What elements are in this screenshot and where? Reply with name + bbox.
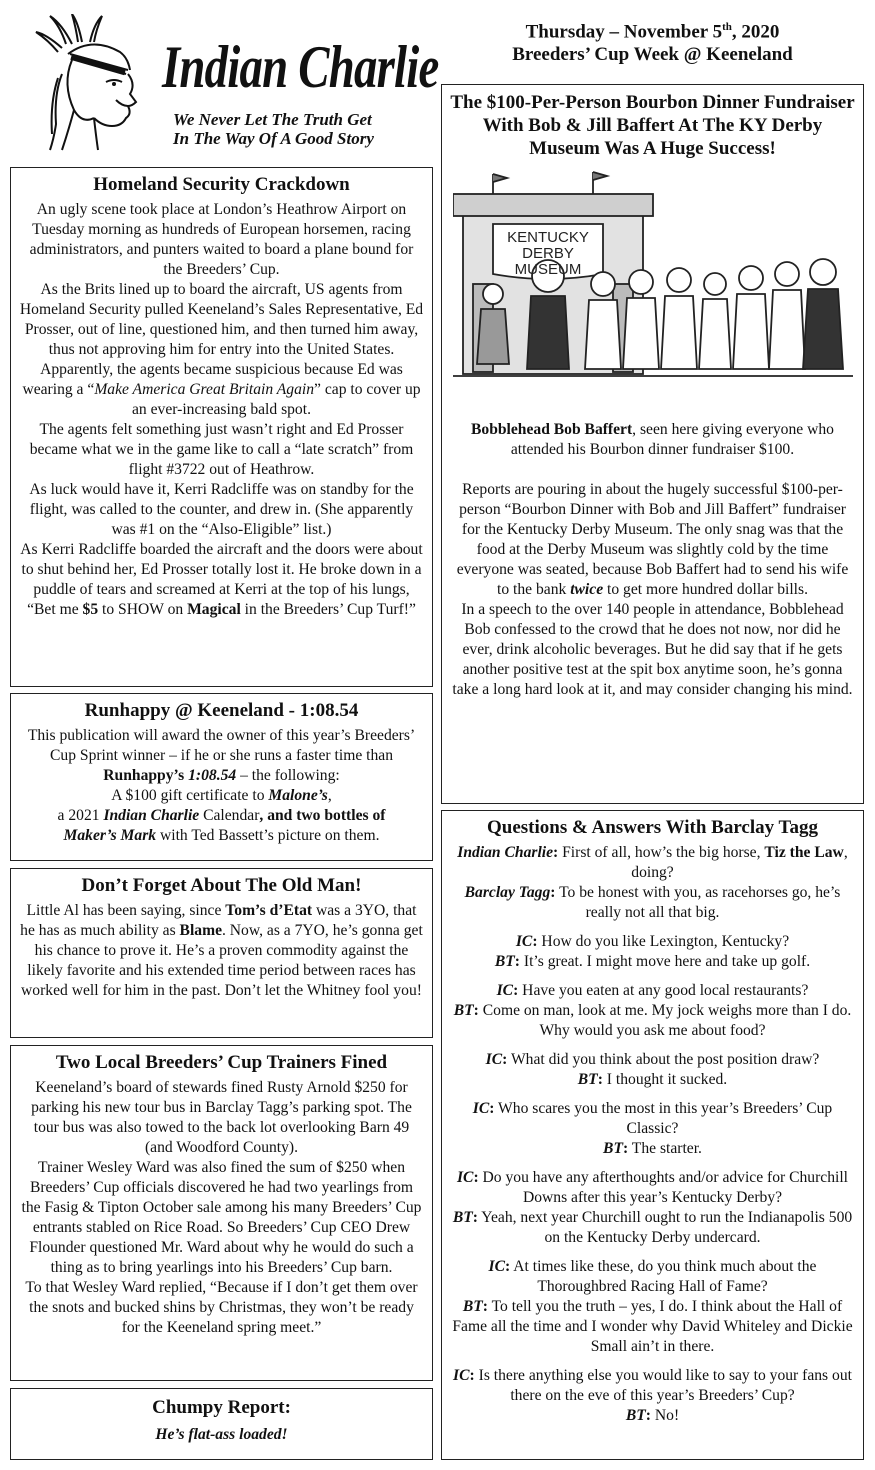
text: , (327, 787, 332, 804)
speaker-bt: BT (452, 1209, 473, 1226)
paragraph: An ugly scene took place at London’s Heathrow Airport on Tuesday morning as hundreds of European horsemen, racing administrators, and punters waited to board a plane bound for the Breeders’ Cup. (29, 201, 414, 278)
photo-caption (450, 420, 855, 460)
article-body (450, 843, 855, 1426)
spacer (450, 460, 855, 480)
paragraph: In a speech to the over 140 people in attendance, Bobblehead Bob confessed to the crowd that he does not now, nor did he ever, drink alcoholic beverages. But he did say that if he gets another positive test at the spit box anytime soon, he’s gonna take a long hard look at it, and may consider changing his mind. (452, 601, 853, 698)
qa-barclay-tagg-article (441, 810, 864, 1460)
colon: : (473, 1002, 479, 1019)
paragraph (19, 901, 424, 1001)
speaker-ic: IC (515, 933, 533, 950)
paragraph (19, 786, 424, 806)
masthead (10, 0, 439, 160)
answer: To be honest with you, as racehorses go, he’s really not all that big. (555, 884, 841, 921)
answer: Come on man, look at me. My jock weighs more than I do. Why would you ask me about food? (478, 1002, 852, 1039)
text-bold: , and two bottles of (259, 807, 386, 824)
speaker-bt: BT (603, 1140, 623, 1157)
colon: : (473, 1169, 479, 1186)
article-title: The $100-Per-Person Bourbon Dinner Fundraiser With Bob & Jill Baffert At The KY Derby Museum Was A Huge Success! (450, 92, 855, 159)
article-title: Runhappy @ Keeneland - 1:08.54 (84, 700, 359, 721)
article-title: Homeland Security Crackdown (93, 174, 350, 195)
text-bold: $5 (82, 601, 99, 618)
indian-head-logo-icon (32, 14, 152, 154)
answer: The starter. (628, 1140, 702, 1157)
text: , 2020 (731, 21, 780, 43)
speaker-bt: Barclay Tagg (464, 884, 551, 901)
qa-pair (450, 1099, 855, 1159)
question: How do you like Lexington, Kentucky? (537, 933, 790, 950)
paragraph: Trainer Wesley Ward was also fined the sum of $250 when Breeders’ Cup officials discovered he had two yearlings from the Fasig & Tipton October sale among his many Breeders’ Cup entrants stabled on Rice Road. So Breeders’ Cup CEO Drew Flounder questioned Mr. Ward about why he would do such a thing as to bring yearlings into his Breeders’ Cup barn. (21, 1159, 422, 1276)
paragraph (19, 360, 424, 420)
colon: : (502, 1051, 508, 1068)
colon: : (482, 1298, 488, 1315)
text-bold: Blame (179, 922, 222, 939)
answer: No! (650, 1407, 680, 1424)
masthead-title: Indian Charlie (162, 34, 439, 100)
colon: : (489, 1100, 495, 1117)
bourbon-dinner-article (441, 84, 864, 804)
text-italic: Make America Great Britain Again (94, 381, 315, 398)
runhappy-article (10, 693, 433, 861)
qa-pair (450, 932, 855, 972)
speaker-bt: BT (453, 1002, 474, 1019)
colon: : (469, 1367, 475, 1384)
speaker-ic: IC (485, 1051, 503, 1068)
question: Is there anything else you would like to say to your fans out there on the eve of this year’s Breeders’ Cup? (474, 1367, 852, 1404)
qa-pair (450, 1050, 855, 1090)
text-bold-italic: Malone’s (268, 787, 328, 804)
paragraph: The agents felt something just wasn’t right and Ed Prosser became what we in the game like to call a “late scratch” from flight #3722 out of Heathrow. (29, 421, 414, 478)
paragraph: Keeneland’s board of stewards fined Rusty Arnold $250 for parking his new tour bus in Barclay Tagg’s parking spot. The tour bus was also towed to the back lot overlooking Barn 49 (and Woodford County). (31, 1079, 412, 1156)
colon: : (514, 953, 520, 970)
text: As Kerri Radcliffe boarded the aircraft and the doors were about to shut behind her, Ed Prosser totally lost it. He broke down in a puddle of tears and screamed at Kerri at the top of his lungs, “Bet me (20, 541, 423, 618)
date (441, 16, 864, 43)
text: Apparently, the agents became suspicious because Ed was wearing a “ (22, 361, 403, 398)
question: Do you have any afterthoughts and/or advice for Churchill Downs after this year’s Kentucky Derby? (478, 1169, 849, 1206)
dateline (441, 16, 864, 66)
article-body (19, 1078, 424, 1338)
date-suffix: th (722, 21, 732, 33)
colon: : (513, 982, 519, 999)
qa-pair (450, 1366, 855, 1426)
article-title: Questions & Answers With Barclay Tagg (487, 817, 818, 838)
text: was a 3YO, that he has as much ability as (20, 902, 417, 939)
article-body (450, 420, 855, 700)
text: in the Breeders’ Cup Turf!” (240, 601, 416, 618)
speaker-ic: IC (472, 1100, 490, 1117)
paragraph: As the Brits lined up to board the aircraft, US agents from Homeland Security pulled Keeneland’s Sales Representative, Ed Prosser, out of line, questioned him, and then turned him away, thus not approving him for entry into the United States. (19, 281, 424, 358)
speaker-ic: IC (453, 1367, 470, 1384)
colon: : (550, 884, 556, 901)
question: Who scares you the most in this year’s Breeders’ Cup Classic? (494, 1100, 833, 1137)
text: He’s flat-ass loaded! (155, 1426, 288, 1443)
answer: It’s great. I might move here and take up golf. (520, 953, 811, 970)
text-bold-italic: twice (570, 581, 604, 598)
text: to SHOW on (98, 601, 188, 618)
text: A $100 gift certificate to (111, 787, 269, 804)
speaker-bt: BT (494, 953, 515, 970)
chumpy-text (19, 1425, 424, 1445)
text: , seen here giving everyone who attended his Bourbon dinner fundraiser $100. (510, 421, 834, 458)
qa-pair (450, 843, 855, 923)
article-body (19, 726, 424, 846)
derby-museum-cartoon-icon (453, 164, 853, 414)
text-bold: Magical (187, 601, 241, 618)
text-bold-italic: Indian Charlie (103, 807, 200, 824)
article-body (19, 1425, 424, 1445)
paragraph: To that Wesley Ward replied, “Because if I don’t get them over the snots and bucked shins by Christmas, they won’t be ready for the Keeneland spring meet.” (25, 1279, 418, 1336)
colon: : (472, 1209, 478, 1226)
homeland-security-article (10, 167, 433, 687)
speaker-ic: IC (496, 982, 514, 999)
question: At times like these, do you think much about the Thoroughbred Racing Hall of Fame? (510, 1258, 817, 1295)
qa-pair (450, 981, 855, 1041)
paragraph (450, 480, 855, 600)
text: , doing? (631, 844, 848, 881)
text-bold: Bobblehead Bob Baffert (471, 421, 633, 438)
answer: Yeah, next year Churchill ought to run the Indianapolis 500 on the Kentucky Derby undercard. (477, 1209, 853, 1246)
colon: : (553, 844, 559, 861)
paragraph (19, 826, 424, 846)
text-bold: Tom’s d’Etat (225, 902, 313, 919)
text: Calendar (199, 807, 260, 824)
text: . Now, as a 7YO, he’s gonna get his chance to prove it. He’s a proven commodity against the likely favorite and his extended time period between races has worked well for him in the past. Don’t let the Whitney fool you! (21, 922, 423, 999)
sign-line-2: DERBY (521, 245, 574, 262)
article-title: Chumpy Report: (152, 1397, 291, 1418)
masthead-tagline (173, 110, 374, 148)
answer: To tell you the truth – yes, I do. I think about the Hall of Fame all the time and I wonder why David Whiteley and Dickie Small ain’t in there. (452, 1298, 853, 1355)
qa-pair (450, 1168, 855, 1248)
article-title: Two Local Breeders’ Cup Trainers Fined (55, 1052, 388, 1073)
colon: : (645, 1407, 651, 1424)
text: Little Al has been saying, since (26, 902, 226, 919)
sign-line-1: KENTUCKY (506, 229, 589, 246)
article-body (19, 901, 424, 1001)
text: ” cap to cover up an ever-increasing bald spot. (132, 381, 421, 418)
text: to get more hundred dollar bills. (603, 581, 808, 598)
text: – the following: (236, 767, 340, 784)
speaker-ic: IC (456, 1169, 474, 1186)
text: with Ted Bassett’s picture on them. (156, 827, 380, 844)
text-bold: Tiz the Law (764, 844, 844, 861)
speaker-bt: BT (462, 1298, 483, 1315)
week-label: Breeders’ Cup Week @ Keeneland (512, 44, 793, 66)
text: Thursday – November 5 (525, 21, 723, 43)
paragraph (19, 540, 424, 620)
article-body (19, 200, 424, 620)
colon: : (505, 1258, 511, 1275)
speaker-bt: BT (625, 1407, 646, 1424)
question: Have you eaten at any good local restaurants? (518, 982, 809, 999)
text-bold-italic: 1:08.54 (188, 767, 237, 784)
text-bold: Runhappy’s (103, 767, 185, 784)
text-bold-italic: Maker’s Mark (63, 827, 157, 844)
tagline-line-1: We Never Let The Truth Get (173, 110, 372, 129)
answer: I thought it sucked. (602, 1071, 728, 1088)
text: This publication will award the owner of this year’s Breeders’ Cup Sprint winner – if he or she runs a faster time than (27, 727, 416, 764)
speaker-ic: IC (488, 1258, 506, 1275)
sign-line-3: MUSEUM (514, 261, 581, 278)
colon: : (622, 1140, 629, 1157)
tagline-line-2: In The Way Of A Good Story (173, 129, 374, 148)
trainers-fined-article (10, 1045, 433, 1381)
colon: : (532, 933, 538, 950)
paragraph (19, 726, 424, 786)
speaker-ic: Indian Charlie (457, 844, 554, 861)
paragraph: As luck would have it, Kerri Radcliffe was on standby for the flight, was called to the counter, and drew in. (She apparently was #1 on the “Also-Eligible” list.) (29, 481, 414, 538)
old-man-article (10, 868, 433, 1038)
chumpy-report (10, 1388, 433, 1460)
question: First of all, how’s the big horse, (558, 844, 765, 861)
qa-pair (450, 1257, 855, 1357)
paragraph (19, 806, 424, 826)
speaker-bt: BT (577, 1071, 598, 1088)
text: a 2021 (57, 807, 104, 824)
article-title: Don’t Forget About The Old Man! (81, 875, 362, 896)
text: Reports are pouring in about the hugely successful $100-per-person “Bourbon Dinner with Bob and Jill Baffert” fundraiser for the Kentucky Derby Museum. The only snag was that the food at the Derby Museum was slightly cold by the time everyone was seated, because Bob Baffert had to send his wife to the bank (456, 481, 849, 598)
question: What did you think about the post position draw? (507, 1051, 820, 1068)
colon: : (597, 1071, 603, 1088)
